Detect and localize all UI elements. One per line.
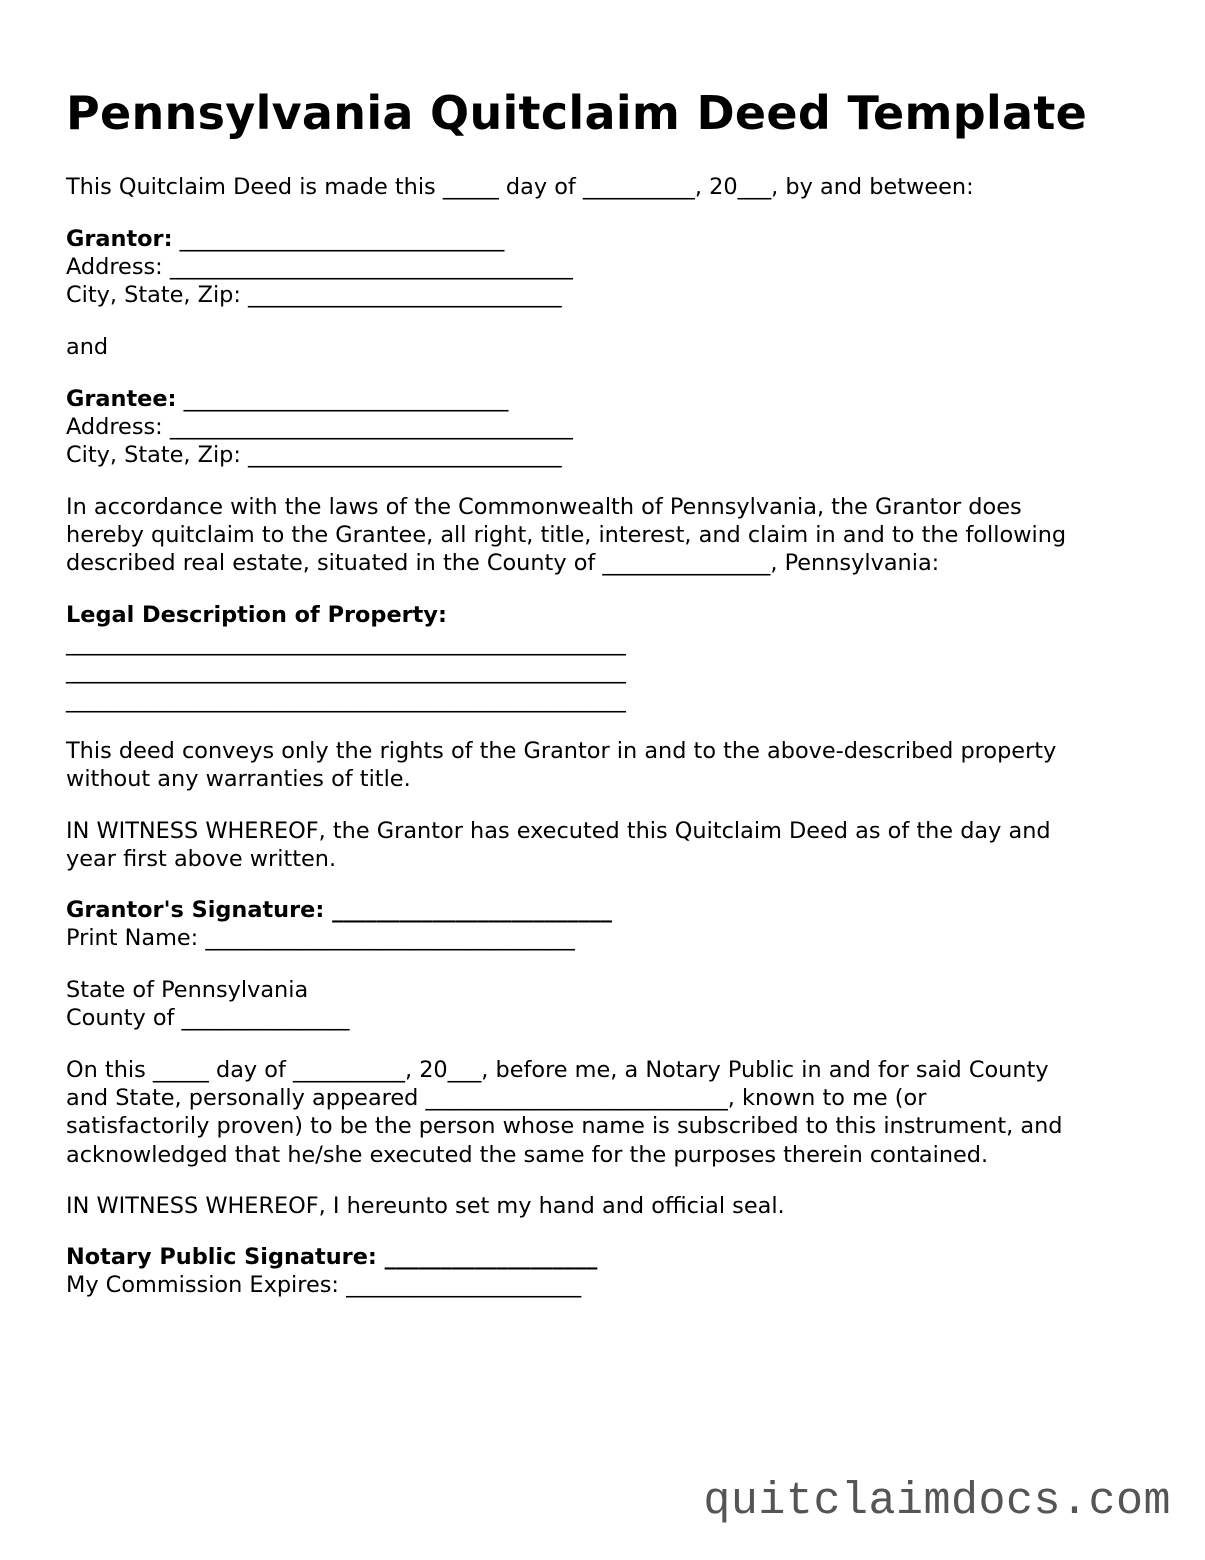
grantor-blank: _____________________________ [172, 226, 505, 252]
conveys-paragraph [66, 737, 1136, 793]
document-title: Pennsylvania Quitclaim Deed Template [66, 86, 1088, 140]
notary-signature-line [66, 1243, 1136, 1271]
signature-blank: _________________________ [324, 897, 612, 923]
notary-text-line: acknowledged that he/she executed the same for the purposes therein contained. [66, 1141, 989, 1168]
grantee-address: Address: ____________________________________ [66, 414, 573, 441]
watermark: quitclaimdocs.com [703, 1476, 1171, 1527]
intro-line: This Quitclaim Deed is made this _____ day of __________, 20___, by and between: [66, 174, 974, 200]
conveyance-line: hereby quitclaim to the Grantee, all right, title, interest, and claim in and to the following [66, 522, 1067, 549]
grantor-address: Address: ____________________________________ [66, 254, 573, 281]
grantee-section [66, 385, 1136, 470]
notary-signature-blank: ___________________ [376, 1244, 598, 1270]
grantor-section [66, 225, 1136, 310]
witness-paragraph [66, 817, 1136, 873]
notary-signature-label: Notary Public Signature: [66, 1244, 377, 1270]
commission-expires-line: My Commission Expires: _____________________ [66, 1272, 582, 1299]
and-separator [66, 333, 1136, 361]
grantee-line [66, 385, 1136, 413]
grantor-line [66, 225, 1136, 253]
grantee-blank: _____________________________ [176, 386, 509, 412]
conveys-line: This deed conveys only the rights of the Grantor in and to the above-described property [66, 738, 1057, 764]
conveys-line: without any warranties of title. [66, 766, 411, 793]
legal-description-heading [66, 601, 1136, 629]
legal-blank-line: __________________________________________________ [66, 630, 626, 657]
grantor-label: Grantor: [66, 226, 173, 252]
witness-line: IN WITNESS WHEREOF, the Grantor has executed this Quitclaim Deed as of the day and [66, 818, 1051, 844]
conveyance-line: described real estate, situated in the County of _______________, Pennsylvania: [66, 550, 940, 577]
notary-text-line: On this _____ day of __________, 20___, before me, a Notary Public in and for said County [66, 1057, 1049, 1083]
signature-label: Grantor's Signature: [66, 897, 325, 923]
witness-line: year first above written. [66, 846, 337, 873]
notary-acknowledgment [66, 1056, 1136, 1169]
legal-blank-line: __________________________________________________ [66, 686, 626, 713]
and-text: and [66, 334, 109, 360]
notary-text-line: satisfactorily proven) to be the person whose name is subscribed to this instrument, and [66, 1113, 1063, 1140]
seal-paragraph [66, 1192, 1136, 1220]
grantor-signature-section [66, 896, 1136, 952]
grantee-city: City, State, Zip: ____________________________ [66, 442, 562, 469]
legal-blank-line: __________________________________________________ [66, 658, 626, 685]
conveyance-paragraph [66, 493, 1136, 578]
seal-line: IN WITNESS WHEREOF, I hereunto set my hand and official seal. [66, 1193, 785, 1219]
grantor-city: City, State, Zip: ____________________________ [66, 282, 562, 309]
state-county-section [66, 976, 1136, 1032]
notary-signature-section [66, 1243, 1136, 1299]
state-line: State of Pennsylvania [66, 977, 309, 1003]
grantee-label: Grantee: [66, 386, 177, 412]
county-line: County of _______________ [66, 1005, 350, 1032]
legal-heading-text: Legal Description of Property: [66, 602, 447, 628]
legal-description-section [66, 601, 1136, 714]
signature-line [66, 896, 1136, 924]
conveyance-line: In accordance with the laws of the Commonwealth of Pennsylvania, the Grantor does [66, 494, 1022, 520]
notary-text-line: and State, personally appeared ___________________________, known to me (or [66, 1085, 927, 1112]
print-name-line: Print Name: _________________________________ [66, 925, 575, 952]
intro-paragraph [66, 173, 1136, 201]
